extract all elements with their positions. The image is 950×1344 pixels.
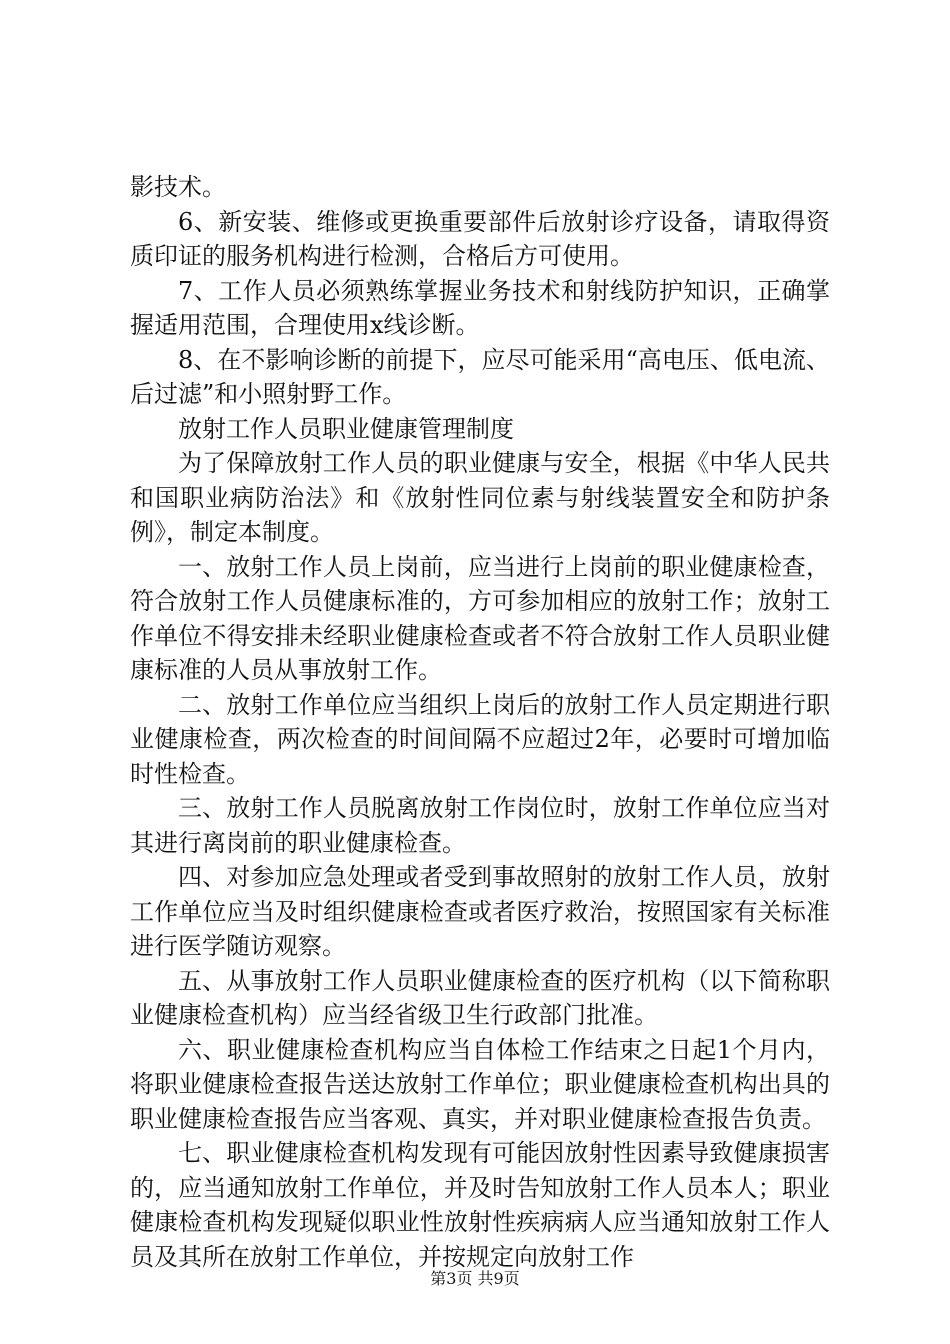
paragraph-article-5: 五、从事放射工作人员职业健康检查的医疗机构（以下简称职业健康检查机构）应当经省级卫生行政部门批准。 [130, 966, 830, 1029]
section-heading: 放射工作人员职业健康管理制度 [178, 414, 514, 443]
paragraph-intro: 为了保障放射工作人员的职业健康与安全，根据《中华人民共和国职业病防治法》和《放射性同位素与射线装置安全和防护条例》，制定本制度。 [130, 449, 830, 546]
paragraph-article-6: 六、职业健康检查机构应当自体检工作结束之日起1个月内，将职业健康检查报告送达放射工作单位；职业健康检查机构出具的职业健康检查报告应当客观、真实，并对职业健康检查报告负责。 [130, 1035, 830, 1133]
paragraph-item-6: 6、新安装、维修或更换重要部件后放射诊疗设备，请取得资质印证的服务机构进行检测，合格后方可使用。 [130, 207, 830, 270]
document-body [130, 170, 830, 1274]
paragraph-item-7: 7、工作人员必须熟练掌握业务技术和射线防护知识，正确掌握适用范围，合理使用x线诊断。 [130, 276, 830, 339]
paragraph-item-8: 8、在不影响诊断的前提下，应尽可能采用“高电压、低电流、后过滤”和小照射野工作。 [130, 345, 830, 408]
paragraph-article-3: 三、放射工作人员脱离放射工作岗位时，放射工作单位应当对其进行离岗前的职业健康检查。 [130, 794, 830, 857]
paragraph-continuation: 影技术。 [130, 173, 226, 201]
page-number-footer: 第3页 共9页 [430, 1269, 520, 1288]
paragraph-article-7: 七、职业健康检查机构发现有可能因放射性因素导致健康损害的，应当通知放射工作单位，并及时告知放射工作人员本人；职业健康检查机构发现疑似职业性放射性疾病病人应当通知放射工作人员及其所在放射工作单位，并按规定向放射工作 [130, 1139, 830, 1271]
paragraph-article-2: 二、放射工作单位应当组织上岗后的放射工作人员定期进行职业健康检查，两次检查的时间间隔不应超过2年，必要时可增加临时性检查。 [130, 690, 830, 788]
paragraph-article-4: 四、对参加应急处理或者受到事故照射的放射工作人员，放射工作单位应当及时组织健康检查或者医疗救治，按照国家有关标准进行医学随访观察。 [130, 863, 830, 960]
paragraph-article-1: 一、放射工作人员上岗前，应当进行上岗前的职业健康检查，符合放射工作人员健康标准的，方可参加相应的放射工作；放射工作单位不得安排未经职业健康检查或者不符合放射工作人员职业健康标准的人员从事放射工作。 [130, 552, 830, 684]
